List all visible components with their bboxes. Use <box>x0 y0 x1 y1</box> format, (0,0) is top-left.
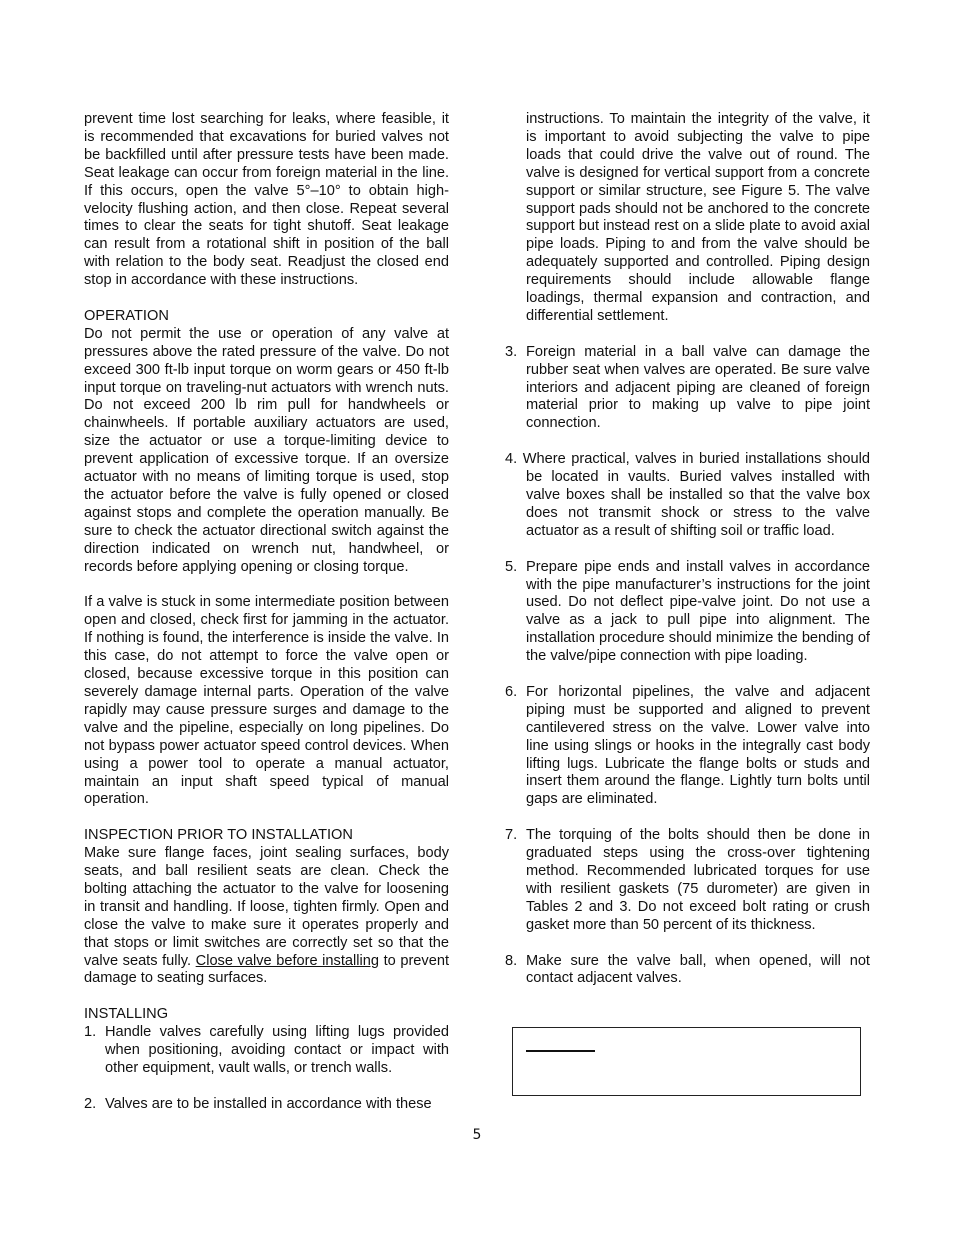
install-item-5: 5. Prepare pipe ends and install valves in accordance with the pipe manufacturer’s instructions for the joint used. Do not deflect pipe-valve joint. Do not use a valve as a jack to pull pipe into alignment. The installation procedure should minimize the bending of the valve/pipe connection with pipe loading. <box>505 558 870 665</box>
close-valve-underline: Close valve before installing <box>195 952 379 969</box>
install-item-2: 2. Valves are to be installed in accordance with these <box>84 1095 432 1112</box>
inspection-heading: INSPECTION PRIOR TO INSTALLATION <box>84 827 353 844</box>
install-item-3: 3. Foreign material in a ball valve can damage the rubber seat when valves are operated. Be sure valve interiors and adjacent piping are cleaned of foreign material prior to making up valve to pipe joint connection. <box>505 343 870 432</box>
inspection-paragraph: Make sure flange faces, joint sealing surfaces, body seats, and ball resilient seats are clean. Check the bolting attaching the actuator to the valve for loosening in transit and handling. If loose, tighten firmly. Open and close the valve to make sure it operates properly and that stops or limit switches are correctly set so that the valve seats fully. Close valve before installing to prevent damage to seating surfaces. <box>84 845 449 987</box>
intro-paragraph: prevent time lost searching for leaks, where feasible, it is recommended that excavations for buried valves not be backfilled until after pressure tests have been made. Seat leakage can occur from foreign material in the line. If this occurs, open the valve 5°–10° to obtain high-velocity flushing action, and then close. Repeat several times to clear the seats for tight shutoff. Seat leakage can result from a rotational shift in position of the ball with relation to the body seat. Readjust the closed end stop in accordance with these instructions. <box>84 111 449 289</box>
installing-heading: INSTALLING <box>84 1006 169 1023</box>
right-column <box>505 111 870 988</box>
operation-paragraph-2: If a valve is stuck in some intermediate position between open and closed, check first for jamming in the actuator. If nothing is found, the interference is inside the valve. In this case, do not attempt to force the valve open or closed, because excessive torque in this position can severely damage internal parts. Operation of the valve rapidly may cause pressure surges and damage to the valve and the pipeline, especially on long pipelines. Do not bypass power actuator speed control devices. When using a power tool to operate a manual actuator, maintain an input shaft speed typical of manual operation. <box>84 594 449 808</box>
operation-paragraph-1: Do not permit the use or operation of any valve at pressures above the rated pressure of the valve. Do not exceed 300 ft-lb input torque on worm gears or 450 ft-lb input torque on traveling-nut actuators with wrench nuts. Do not exceed 200 lb rim pull for handwheels or chainwheels. If portable auxiliary actuators are used, size the actuator or use a torque-limiting device to prevent application of excessive torque. If an oversize actuator with no means of limiting torque is used, stop the actuator before the valve is fully opened or closed against stops and complete the operation manually. Be sure to check the actuator directional switch against the direction indicated on wrench nut, handwheel, or records before applying opening or closing torque. <box>84 325 449 575</box>
install-item-8: 8. Make sure the valve ball, when opened, will not contact adjacent valves. <box>505 952 870 987</box>
page-number: 5 <box>472 1127 482 1143</box>
install-item-7: 7. The torquing of the bolts should then be done in graduated steps using the cross-over tightening method. Recommended lubricated torques for use with resilient gaskets (75 durometer) are given in Tables 2 and 3. Do not exceed bolt rating or crush gasket more than 50 percent of its thickness. <box>505 827 870 933</box>
install-item-4: 4. Where practical, valves in buried installations should be located in vaults. Buried valves installed with valve boxes shall be installed so that the valve box does not transmit shock or stress to the valve actuator as a result of shifting soil or traffic load. <box>505 451 870 539</box>
note-box <box>512 1027 861 1096</box>
install-item-6: 6. For horizontal pipelines, the valve and adjacent piping must be supported and aligned to prevent cantilevered stress on the valve. Lower valve into line using slings or hooks in the integrally cast body lifting lugs. Lubricate the flange bolts or studs and insert them around the flange. Lightly turn bolts until gaps are eliminated. <box>505 683 870 808</box>
note-box-rule <box>526 1050 595 1052</box>
operation-heading: OPERATION <box>84 307 169 324</box>
install-item-1: 1. Handle valves carefully using lifting lugs provided when positioning, avoiding contact or impact with other equipment, vault walls, or trench walls. <box>84 1024 449 1076</box>
install-item-2-continued: instructions. To maintain the integrity of the valve, it is important to avoid subjecting the valve to pipe loads that could drive the valve out of round. The valve is designed for vertical support from a concrete support or similar structure, see Figure 5. The valve support pads should not be anchored to the concrete support but instead rest on a slide plate to avoid axial pipe loads. Piping to and from the valve should be adequately supported and controlled. Piping design requirements should include allowable flange loadings, thermal expansion and contraction, and differential settlement. <box>526 111 870 324</box>
left-column <box>84 111 449 1114</box>
